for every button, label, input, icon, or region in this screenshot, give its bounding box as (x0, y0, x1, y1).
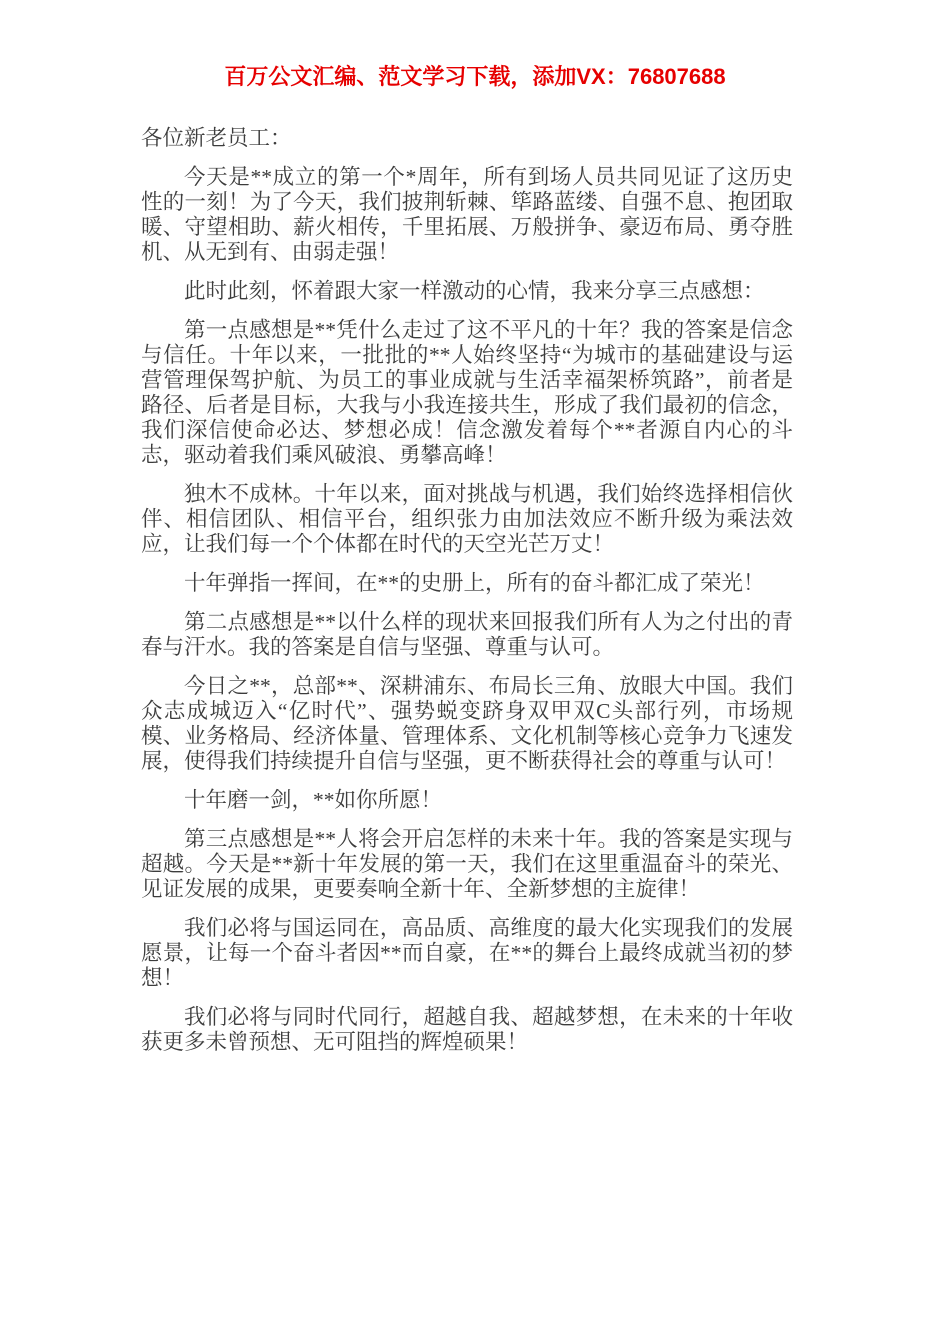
paragraph: 我们必将与同时代同行，超越自我、超越梦想，在未来的十年收获更多未曾预想、无可阻挡的辉煌硕果！ (141, 1005, 793, 1054)
document-body (141, 126, 793, 1055)
paragraph: 第二点感想是**以什么样的现状来回报我们所有人为之付出的青春与汗水。我的答案是自信与坚强、尊重与认可。 (141, 610, 793, 659)
paragraph: 第一点感想是**凭什么走过了这不平凡的十年？我的答案是信念与信任。十年以来，一批批的**人始终坚持“为城市的基础建设与运营管理保驾护航、为员工的事业成就与生活幸福架桥筑路”，前者是路径、后者是目标，大我与小我连接共生，形成了我们最初的信念，我们深信使命必达、梦想必成！信念激发着每个**者源自内心的斗志，驱动着我们乘风破浪、勇攀高峰！ (141, 318, 793, 467)
paragraph: 此时此刻，怀着跟大家一样激动的心情，我来分享三点感想： (184, 279, 765, 303)
paragraph: 第三点感想是**人将会开启怎样的未来十年。我的答案是实现与超越。今天是**新十年发展的第一天，我们在这里重温奋斗的荣光、见证发展的成果，更要奏响全新十年、全新梦想的主旋律！ (141, 827, 793, 901)
salutation: 各位新老员工： (141, 126, 292, 150)
paragraph: 今日之**，总部**、深耕浦东、布局长三角、放眼大中国。我们众志成城迈入“亿时代”、强势蜕变跻身双甲双C头部行列，市场规模、业务格局、经济体量、管理体系、文化机制等核心竞争力飞速发展，使得我们持续提升自信与坚强，更不断获得社会的尊重与认可！ (141, 674, 793, 773)
paragraph: 独木不成林。十年以来，面对挑战与机遇，我们始终选择相信伙伴、相信团队、相信平台，组织张力由加法效应不断升级为乘法效应，让我们每一个个体都在时代的天空光芒万丈！ (141, 482, 793, 556)
paragraph-list (141, 165, 793, 1055)
paragraph: 我们必将与国运同在，高品质、高维度的最大化实现我们的发展愿景，让每一个奋斗者因**而自豪，在**的舞台上最终成就当初的梦想！ (141, 916, 793, 990)
paragraph: 十年磨一剑，**如你所愿！ (184, 788, 443, 812)
paragraph: 十年弹指一挥间，在**的史册上，所有的奋斗都汇成了荣光！ (184, 571, 765, 595)
paragraph: 今天是**成立的第一个*周年，所有到场人员共同见证了这历史性的一刻！为了今天，我们披荆斩棘、筚路蓝缕、自强不息、抱团取暖、守望相助、薪火相传，千里拓展、万般拼争、豪迈布局、勇夺胜机、从无到有、由弱走强！ (141, 165, 793, 264)
promo-banner: 百万公文汇编、范文学习下载，添加VX：76807688 (224, 64, 726, 89)
